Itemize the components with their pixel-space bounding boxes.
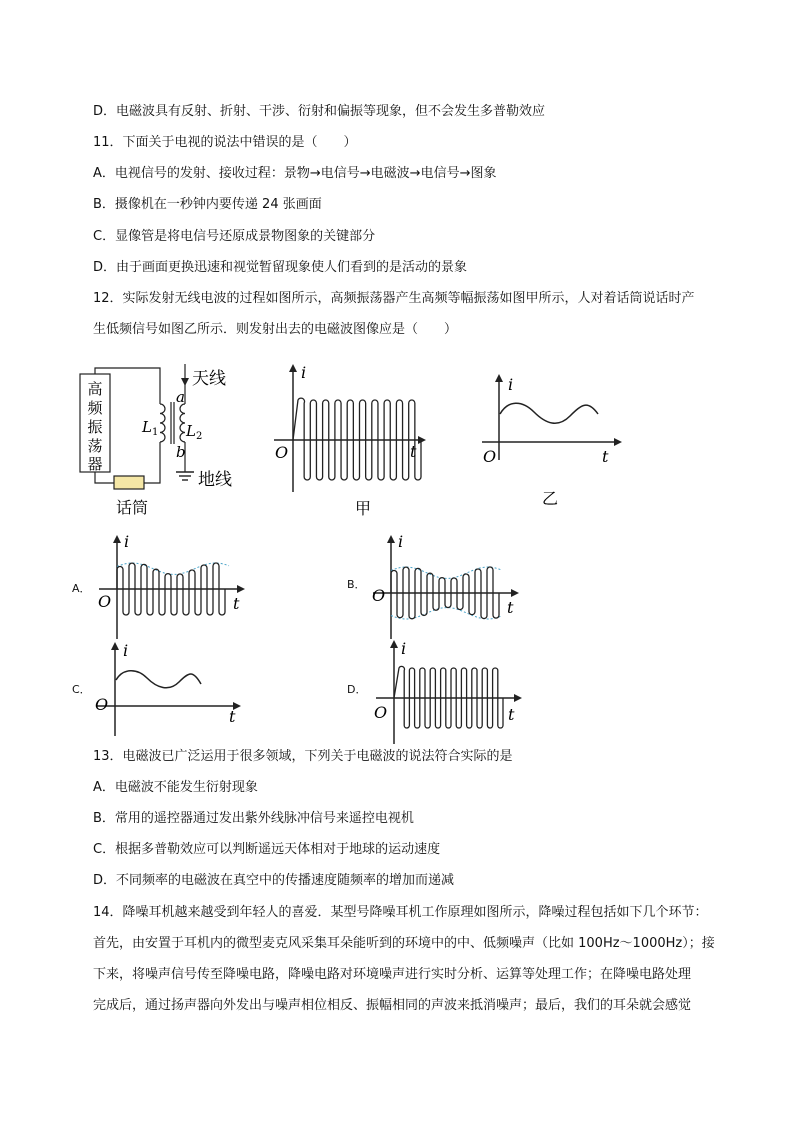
axis-arrow-icon	[418, 436, 426, 444]
option-b-graph	[367, 533, 527, 643]
axis-i-label: i	[508, 375, 514, 394]
option-c-label: C．	[72, 683, 91, 696]
oscillator-char: 频	[87, 399, 103, 417]
origin-label: O	[374, 703, 388, 722]
axis-arrow-icon	[237, 585, 245, 593]
axis-t-label: t	[507, 598, 514, 617]
oscillator-char: 荡	[87, 437, 103, 455]
axis-arrow-icon	[390, 640, 398, 648]
circuit-wire	[95, 368, 160, 404]
oscillator-char: 高	[87, 380, 103, 398]
envelope-dashed	[391, 567, 501, 578]
axis-arrow-icon	[495, 374, 503, 382]
text-line: D．电磁波具有反射、折射、干涉、衍射和偏振等现象，但不会发生多普勒效应	[93, 104, 546, 119]
option-d-label: D．	[347, 683, 367, 696]
text-line: D．由于画面更换迅速和视觉暂留现象使人们看到的是活动的景象	[93, 260, 468, 275]
axis-arrow-icon	[511, 589, 519, 597]
graph-caption-jia: 甲	[354, 499, 372, 518]
envelope-dashed	[117, 563, 229, 574]
question-14: 14．降噪耳机越来越受到年轻人的喜爱．某型号降噪耳机工作原理如图所示，降噪过程包括如下几个环节：	[93, 905, 708, 920]
axis-i-label: i	[124, 533, 130, 551]
microphone-label: 话筒	[115, 498, 149, 517]
ground-label: 地线	[198, 470, 232, 490]
axis-arrow-icon	[289, 364, 297, 372]
circuit-wire	[144, 442, 160, 483]
oscillator-char: 器	[87, 455, 103, 473]
origin-label: O	[98, 592, 112, 611]
signal-wave	[116, 671, 201, 688]
microphone-icon	[114, 476, 144, 489]
axis-t-label: t	[229, 707, 236, 726]
antenna-label: 天线	[192, 369, 226, 389]
text-line: B．常用的遥控器通过发出紫外线脉冲信号来遥控电视机	[93, 811, 414, 826]
label-b: b	[176, 443, 186, 461]
oscillator-char: 振	[87, 418, 103, 436]
option-b-label: B．	[347, 578, 366, 591]
axis-i-label: i	[301, 363, 307, 382]
text-line: D．不同频率的电磁波在真空中的传播速度随频率的增加而递减	[93, 873, 455, 888]
text-line: 下来，将噪声信号传至降噪电路，降噪电路对环境噪声进行实时分析、运算等处理工作；在降噪电路处理	[93, 967, 692, 982]
coil-l1	[160, 404, 165, 442]
label-a: a	[176, 388, 185, 406]
text-line: 完成后，通过扬声器向外发出与噪声相位相反、振幅相同的声波来抵消噪声；最后，我们的耳朵就会感觉	[93, 998, 692, 1013]
option-a-graph	[93, 533, 253, 643]
axis-i-label: i	[123, 641, 129, 660]
axis-arrow-icon	[111, 642, 119, 650]
text-line: C．根据多普勒效应可以判断遥远天体相对于地球的运动速度	[93, 842, 441, 857]
text-line: A．电磁波不能发生衍射现象	[93, 780, 258, 795]
origin-label: O	[483, 447, 497, 466]
circuit-diagram	[70, 358, 250, 520]
envelope-dashed	[391, 608, 501, 619]
coil-l2	[180, 404, 185, 442]
axis-arrow-icon	[514, 694, 522, 702]
carrier-wave	[394, 666, 503, 728]
axis-arrow-icon	[113, 535, 121, 543]
label-l1: $L_1$	[142, 418, 159, 438]
text-line: 生低频信号如图乙所示．则发射出去的电磁波图像应是（ ）	[93, 322, 458, 337]
axis-arrow-icon	[614, 438, 622, 446]
option-d-graph	[370, 638, 530, 748]
question-12: 12．实际发射无线电波的过程如图所示，高频振荡器产生高频等幅振荡如图甲所示，人对着话筒说话时产	[93, 291, 695, 306]
text-line: C．显像管是将电信号还原成景物图象的关键部分	[93, 229, 376, 244]
origin-label: O	[95, 695, 109, 714]
text-line: A．电视信号的发射、接收过程：景物→电信号→电磁波→电信号→图象	[93, 166, 497, 181]
origin-label: O	[372, 586, 386, 605]
carrier-wave	[293, 398, 421, 480]
circuit-wire	[95, 472, 114, 483]
signal-wave	[500, 403, 598, 423]
text-line: 首先，由安置于耳机内的微型麦克风采集耳朵能听到的环境中的中、低频噪声（比如 100Hz～1000Hz）；接	[93, 936, 715, 951]
axis-i-label: i	[401, 639, 407, 658]
antenna-arrow-icon	[181, 378, 189, 386]
origin-label: O	[275, 443, 289, 462]
graph-caption-yi: 乙	[541, 489, 559, 508]
graph-jia	[270, 362, 430, 522]
question-11: 11．下面关于电视的说法中错误的是（ ）	[93, 135, 357, 150]
option-c-graph	[93, 640, 253, 740]
question-13: 13．电磁波已广泛运用于很多领域，下列关于电磁波的说法符合实际的是	[93, 749, 513, 764]
axis-t-label: t	[410, 442, 417, 461]
axis-t-label: t	[233, 594, 240, 613]
axis-t-label: t	[508, 705, 515, 724]
axis-i-label: i	[398, 533, 404, 551]
axis-arrow-icon	[387, 535, 395, 543]
text-line: B．摄像机在一秒钟内要传递 24 张画面	[93, 197, 322, 212]
axis-t-label: t	[602, 447, 609, 466]
option-a-label: A．	[72, 582, 91, 595]
graph-yi	[478, 372, 628, 512]
label-l2: $L_2$	[186, 422, 203, 442]
